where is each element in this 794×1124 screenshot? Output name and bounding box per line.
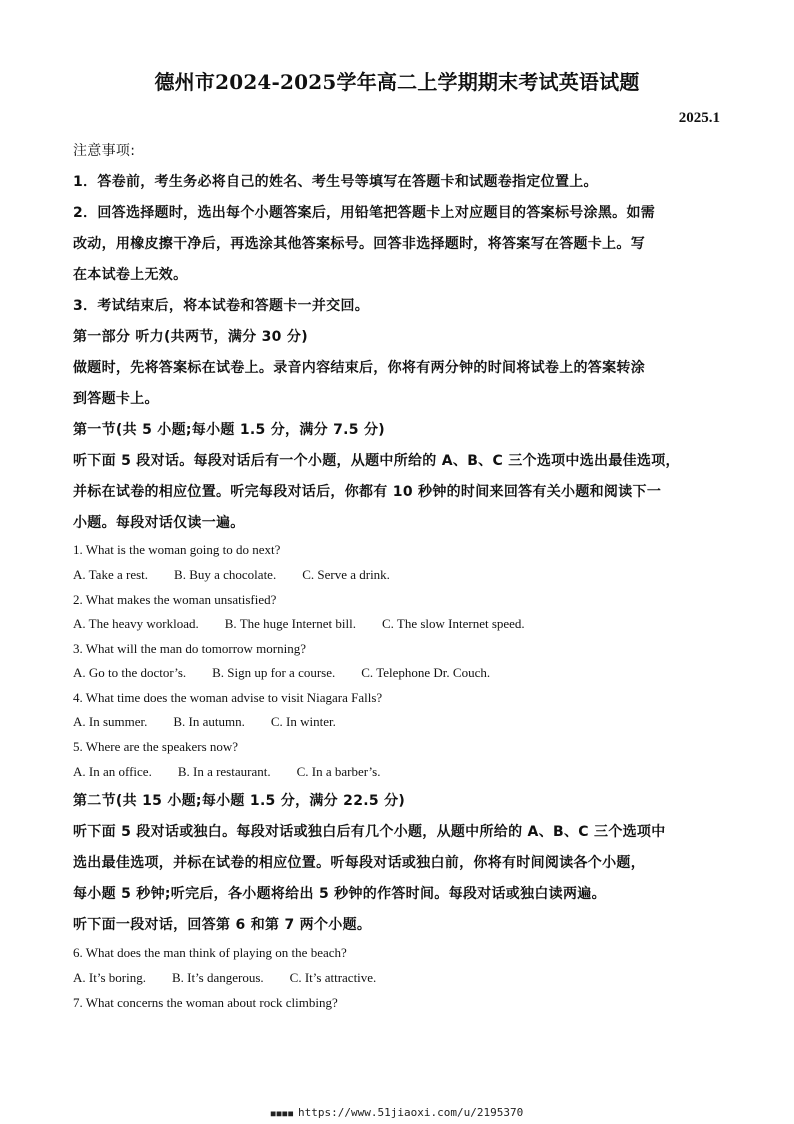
option-c: C. The slow Internet speed. [381,616,525,631]
option-b: B. Sign up for a course. [212,665,336,680]
option-a: A. Take a rest. [73,567,149,582]
page-title: 德州市2024-2025学年高二上学期期末考试英语试题 [154,70,640,94]
notice-item-1: 1．答卷前，考生务必将自己的姓名、考生号等填写在答题卡和试题卷指定位置上。 [73,174,598,190]
question-4-options [73,713,723,731]
option-a: A. Go to the doctor’s. [73,665,187,680]
question-5: 5. Where are the speakers now? [73,739,239,754]
section1-desc-line-3: 小题。每段对话仅读一遍。 [73,515,245,531]
question-1: 1. What is the woman going to do next? [73,542,281,557]
part1-heading: 第一部分 听力(共两节，满分 30 分) [73,329,308,345]
notice-heading: 注意事项: [73,143,136,159]
section2-heading: 第二节(共 15 小题;每小题 1.5 分，满分 22.5 分) [73,793,406,809]
question-3-options [73,664,723,682]
section2-desc-line-1: 听下面 5 段对话或独白。每段对话或独白后有几个小题，从题中所给的 A、B、C 三个选项中 [73,824,666,840]
option-b: B. It’s dangerous. [171,970,264,985]
question-1-options [73,566,723,584]
question-5-options [73,763,723,781]
question-2: 2. What makes the woman unsatisfied? [73,592,277,607]
option-a: A. The heavy workload. [73,616,199,631]
notice-item-2-line-1: 2．回答选择题时，选出每个小题答案后，用铅笔把答题卡上对应题目的答案标号涂黑。如需 [73,205,656,221]
part1-desc-line-2: 到答题卡上。 [73,391,159,407]
notice-item-2-line-3: 在本试卷上无效。 [73,267,188,283]
option-c: C. In a barber’s. [296,764,381,779]
section1-desc-line-1: 听下面 5 段对话。每段对话后有一个小题，从题中所给的 A、B、C 三个选项中选出最佳选项， [73,453,680,469]
section2-desc-line-2: 选出最佳选项，并标在试卷的相应位置。听每段对话或独白前，你将有时间阅读各个小题， [73,855,645,871]
option-a: A. It’s boring. [73,970,146,985]
option-b: B. Buy a chocolate. [174,567,277,582]
option-a: A. In summer. [73,714,148,729]
option-b: B. The huge Internet bill. [224,616,356,631]
question-6-options [73,969,723,987]
question-2-options [73,615,723,633]
question-4: 4. What time does the woman advise to visit Niagara Falls? [73,690,383,705]
option-a: A. In an office. [73,764,152,779]
option-c: C. It’s attractive. [289,970,377,985]
option-b: B. In autumn. [173,714,245,729]
question-7: 7. What concerns the woman about rock climbing? [73,995,338,1010]
exam-date: 2025.1 [678,110,720,126]
question-6: 6. What does the man think of playing on the beach? [73,945,347,960]
notice-item-3: 3．考试结束后，将本试卷和答题卡一并交回。 [73,298,370,314]
footer-url[interactable]: https://www.51jiaoxi.com/u/2195370 [298,1106,524,1119]
section1-heading: 第一节(共 5 小题;每小题 1.5 分，满分 7.5 分) [73,422,385,438]
question-3: 3. What will the man do tomorrow morning? [73,641,306,656]
section2-desc-line-3: 每小题 5 秒钟;听完后，各小题将给出 5 秒钟的作答时间。每段对话或独白读两遍。 [73,886,606,902]
option-c: C. Telephone Dr. Couch. [361,665,491,680]
footer-watermark [0,1106,794,1119]
option-c: C. Serve a drink. [302,567,390,582]
part1-desc-line-1: 做题时，先将答案标在试卷上。录音内容结束后，你将有两分钟的时间将试卷上的答案转涂 [73,360,645,376]
dialogue-intro: 听下面一段对话，回答第 6 和第 7 两个小题。 [73,917,372,933]
option-c: C. In winter. [270,714,336,729]
section1-desc-line-2: 并标在试卷的相应位置。听完每段对话后，你都有 10 秒钟的时间来回答有关小题和阅读下一 [73,484,662,500]
footer-tag: ■■■■ [270,1109,295,1118]
option-b: B. In a restaurant. [177,764,271,779]
notice-item-2-line-2: 改动，用橡皮擦干净后，再选涂其他答案标号。回答非选择题时，将答案写在答题卡上。写 [73,236,645,252]
